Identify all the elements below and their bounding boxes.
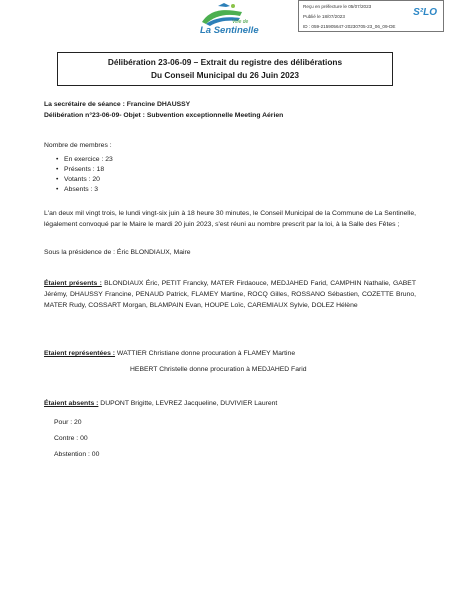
members-present: Présents : 18 xyxy=(64,166,105,173)
list-item: • Votants : 20 xyxy=(56,176,100,183)
represented-proxy-2: HEBERT Christelle donne procuration à MEDJAHED Farid xyxy=(130,366,307,373)
absent-label: Étaient absents : xyxy=(44,400,99,407)
stamp-brand-logo: S²LO xyxy=(413,7,437,18)
secretary-line xyxy=(44,101,190,108)
title-line-1: Délibération 23-06-09 – Extrait du registre des délibérations xyxy=(107,57,343,67)
present-label: Étaient présents : xyxy=(44,280,102,287)
stamp-id: ID : 059-215905647-20230705-23_06_09-DE xyxy=(303,24,396,29)
represented-label: Etaient représentées : xyxy=(44,350,116,357)
members-list xyxy=(56,155,113,195)
list-item: • En exercice : 23 xyxy=(56,156,113,163)
stamp-received: Reçu en préfecture le 05/07/2023 xyxy=(303,4,372,9)
intro-paragraph: L'an deux mil vingt trois, le lundi vingt-six juin à 18 heure 30 minutes, le Conseil Municipal de la Commune de La Sentinelle, légalement convoqué par le Maire le mardi 20 juin 2023, s'est réuni au nombre prescrit par la loi, à la Salle des Fêtes ; xyxy=(44,210,416,228)
deliberation-line xyxy=(44,112,283,119)
logo-name-text: La Sentinelle xyxy=(200,25,259,36)
prefecture-stamp xyxy=(298,0,444,32)
presidency-line: Sous la présidence de : Éric BLONDIAUX, Maire xyxy=(44,249,191,256)
secretary-label: La secrétaire de séance : xyxy=(44,101,125,108)
town-logo xyxy=(196,0,262,42)
document-title-box xyxy=(57,52,393,86)
absent-line xyxy=(44,400,277,407)
represented-proxy-1: WATTIER Christiane donne procuration à FLAMEY Martine xyxy=(116,350,296,357)
deliberation-value: Subvention exceptionnelle Meeting Aérien xyxy=(146,112,284,119)
list-item: • Présents : 18 xyxy=(56,166,105,173)
secretary-value: Francine DHAUSSY xyxy=(126,101,191,108)
members-in-office: En exercice : 23 xyxy=(64,156,113,163)
vote-abstention: Abstention : 00 xyxy=(54,451,100,458)
deliberation-label: Délibération n°23-06-09- Objet : xyxy=(44,112,145,119)
list-item: • Absents : 3 xyxy=(56,186,99,193)
members-absent: Absents : 3 xyxy=(64,186,99,193)
logo-ville-text: Ville de xyxy=(232,19,249,25)
members-voters: Votants : 20 xyxy=(64,176,100,183)
members-heading: Nombre de membres : xyxy=(44,142,112,149)
present-paragraph xyxy=(44,278,416,311)
title-line-2: Du Conseil Municipal du 26 Juin 2023 xyxy=(151,70,299,80)
absent-names: DUPONT Brigitte, LEVREZ Jacqueline, DUVIVIER Laurent xyxy=(100,400,278,407)
represented-line-1 xyxy=(44,350,295,357)
present-names: BLONDIAUX Éric, PETIT Francky, MATER Firdaouce, MEDJAHED Farid, CAMPHIN Nathalie, GABET Jérémy, DHAUSSY Francine, PENAUD Patrick, FLAMEY Martine, ROCQ Gilles, ROSSANO Sébastien, COZETTE Bruno, MATER Rudy, COSSART Morgan, BLAMPAIN Evan, HOUPE Loïc, CAREMIAUX Sylvie, DOLEZ Hélène xyxy=(44,280,416,309)
vote-against: Contre : 00 xyxy=(54,435,88,442)
stamp-published: Publié le 18/07/2023 xyxy=(303,14,345,19)
vote-for: Pour : 20 xyxy=(54,419,82,426)
